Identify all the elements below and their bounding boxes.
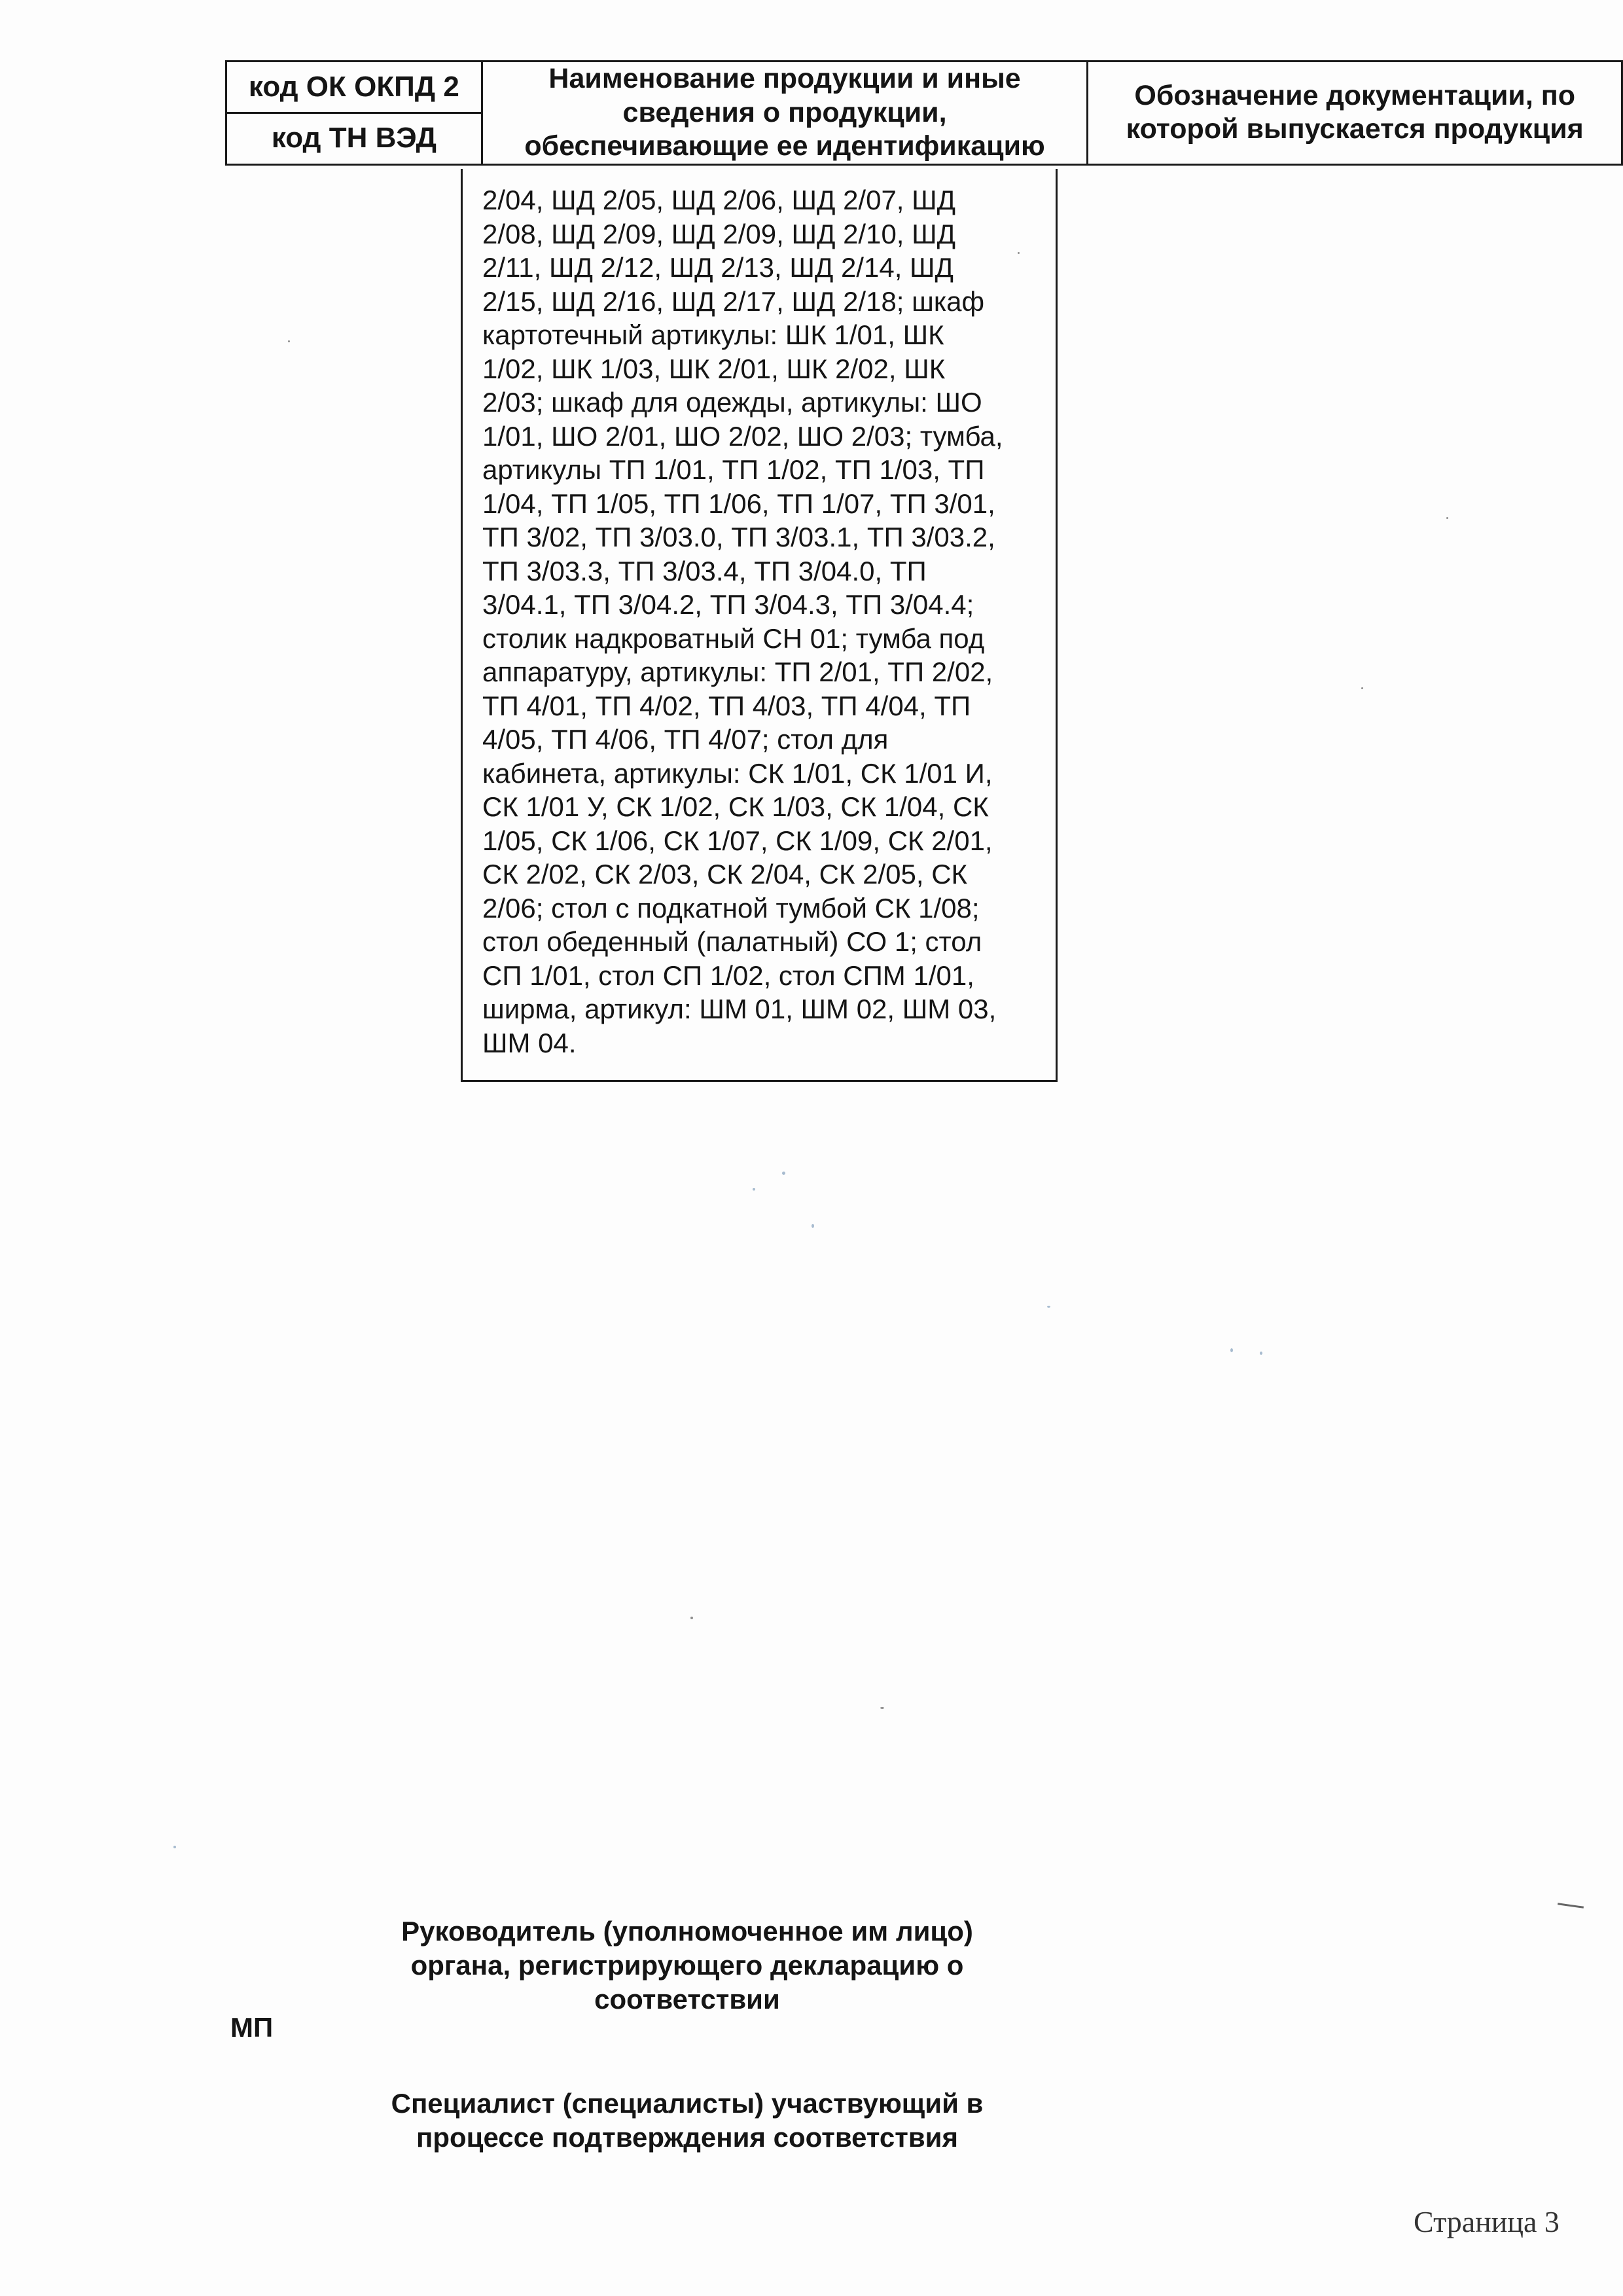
scan-speck [1260,1352,1262,1355]
signature-line: Специалист (специалисты) участвующий в [391,2088,984,2119]
scan-speck [1361,687,1363,689]
scan-speck [1446,517,1448,519]
signature-line: процессе подтверждения соответствия [416,2122,958,2153]
description-line: СП 1/01, стол СП 1/02, стол СПМ 1/01, [482,960,974,991]
description-line: 2/06; стол с подкатной тумбой СК 1/08; [482,892,980,924]
description-line: столик надкроватный СН 01; тумба под [482,622,985,654]
description-line: ШМ 04. [482,1027,577,1058]
scan-speck [1018,252,1020,254]
specialist-signature-label [327,2087,1047,2155]
description-line: 2/15, ШД 2/16, ШД 2/17, ШД 2/18; шкаф [482,285,985,317]
description-line: аппаратуру, артикулы: ТП 2/01, ТП 2/02, [482,656,993,687]
description-line: 1/01, ШО 2/01, ШО 2/02, ШО 2/03; тумба, [482,420,1003,452]
scan-speck [880,1707,884,1709]
description-line: СК 1/01 У, СК 1/02, СК 1/03, СК 1/04, СК [482,791,989,822]
okpd-code-header: код ОК ОКПД 2 [226,62,482,113]
header-line: сведения о продукции, [622,96,947,128]
stamp-placeholder: МП [230,2012,274,2043]
scan-speck [1230,1348,1233,1352]
description-line: 2/11, ШД 2/12, ШД 2/13, ШД 2/14, ШД [482,252,954,283]
description-line: кабинета, артикулы: СК 1/01, СК 1/01 И, [482,757,993,789]
description-line: 1/02, ШК 1/03, ШК 2/01, ШК 2/02, ШК [482,353,946,384]
description-line: стол обеденный (палатный) СО 1; стол [482,926,982,957]
scan-speck [782,1172,785,1175]
product-name-header [482,62,1088,165]
description-line: ТП 3/02, ТП 3/03.0, ТП 3/03.1, ТП 3/03.2, [482,522,995,552]
scan-speck [1047,1306,1050,1308]
documentation-header [1088,62,1622,165]
head-signature-label [327,1914,1047,2017]
signature-line: органа, регистрирующего декларацию о [410,1950,964,1981]
header-line: Обозначение документации, по [1134,79,1575,111]
description-line: 2/08, ШД 2/09, ШД 2/09, ШД 2/10, ШД [482,218,956,249]
product-description-cell [461,169,1058,1082]
header-line: обеспечивающие ее идентификацию [524,130,1045,162]
header-table [225,60,1623,166]
description-line: 2/04, ШД 2/05, ШД 2/06, ШД 2/07, ШД [482,185,956,215]
scan-mark [1558,1903,1584,1909]
signature-line: соответствии [594,1984,780,2015]
description-line: артикулы ТП 1/01, ТП 1/02, ТП 1/03, ТП [482,454,985,485]
scan-speck [812,1224,814,1228]
description-line: СК 2/02, СК 2/03, СК 2/04, СК 2/05, СК [482,859,967,889]
description-line: 2/03; шкаф для одежды, артикулы: ШО [482,387,982,418]
tnved-code-header: код ТН ВЭД [226,113,482,164]
description-line: ТП 3/03.3, ТП 3/03.4, ТП 3/04.0, ТП [482,555,927,586]
description-line: 4/05, ТП 4/06, ТП 4/07; стол для [482,724,889,755]
header-line: Наименование продукции и иные [548,63,1021,94]
description-line: 3/04.1, ТП 3/04.2, ТП 3/04.3, ТП 3/04.4; [482,589,974,620]
scan-speck [690,1617,693,1619]
scan-speck [753,1188,755,1191]
header-line: которой выпускается продукция [1126,113,1584,145]
description-line: ширма, артикул: ШМ 01, ШМ 02, ШМ 03, [482,994,997,1024]
description-line: 1/05, СК 1/06, СК 1/07, СК 1/09, СК 2/01, [482,825,993,856]
description-line: ТП 4/01, ТП 4/02, ТП 4/03, ТП 4/04, ТП [482,690,971,721]
scan-speck [173,1846,176,1848]
page-number: Страница 3 [1414,2205,1560,2238]
description-line: картотечный артикулы: ШК 1/01, ШК [482,319,944,350]
scan-speck [288,340,290,342]
signature-line: Руководитель (уполномоченное им лицо) [401,1916,973,1946]
description-line: 1/04, ТП 1/05, ТП 1/06, ТП 1/07, ТП 3/01, [482,488,995,519]
